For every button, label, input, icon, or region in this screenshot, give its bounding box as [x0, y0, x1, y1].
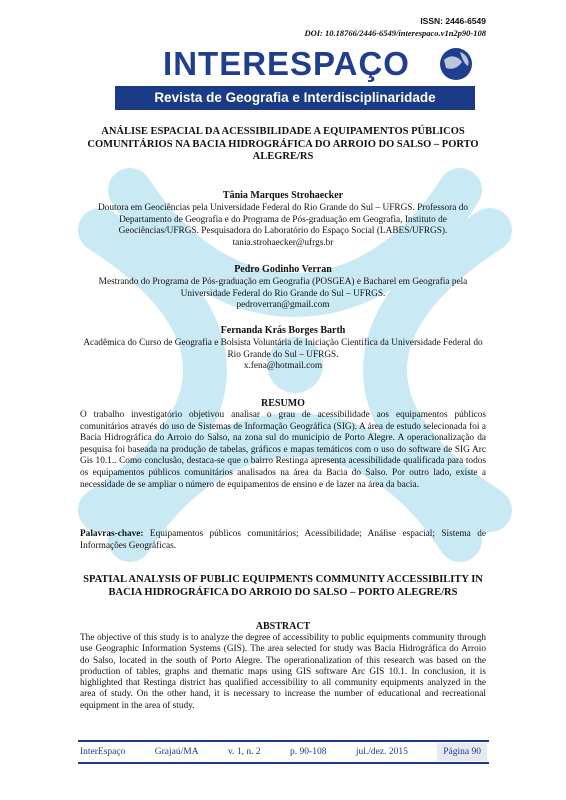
keywords-pt [80, 529, 486, 552]
article-title-en: SPATIAL ANALYSIS OF PUBLIC EQUIPMENTS COMMUNITY ACCESSIBILITY IN BACIA HIDROGRÁFICA DO ARROIO DO SALSO – PORTO ALEGRE/RS [83, 574, 483, 598]
article-title-pt: ANÁLISE ESPACIAL DA ACESSIBILIDADE A EQUIPAMENTOS PÚBLICOS COMUNITÁRIOS NA BACIA HIDROGRÁFICA DO ARROIO DO SALSO – PORTO ALEGRE/RS [87, 126, 479, 162]
journal-banner: Revista de Geografia e Interdisciplinaridade [115, 86, 475, 110]
author-block [80, 264, 486, 312]
author-name: Tânia Marques Strohaecker [222, 190, 344, 201]
author-email[interactable]: tania.strohaecker@ufrgs.br [232, 238, 334, 249]
footer-volume: v. 1, n. 2 [227, 747, 261, 757]
issn: ISSN: 2446-6549 [420, 16, 486, 26]
doi-link[interactable]: DOI: 10.18766/2446-6549/interespaco.v1n2p90-108 [304, 28, 486, 38]
author-block [80, 190, 486, 250]
keywords-text: Equipamentos públicos comunitários; Acessibilidade; Análise espacial; Sistema de Informações Geográficas. [80, 529, 486, 551]
page-footer [78, 740, 489, 764]
resumo-body: O trabalho investigatório objetivou analisar o grau de acessibilidade aos equipamentos públicos comunitários através do uso de Sistemas de Informação Geográfica (SIG). A área de estudo selecionada foi a Bacia Hidrográfica do Arroio do Salso, na zona sul do município de Porto Alegre. A operacionalização da pesquisa foi baseada na produção de tabelas, gráficos e mapas temáticos com o uso do software de SIG Arc Gis 10.1.. Como conclusão, destaca-se que o bairro Restinga apresenta acessibilidade qualificada para todos os equipamentos públicos comunitários analisados na área da Bacia do Salso. Por outro lado, existe a necessidade de se ampliar o número de equipamentos de ensino e de lazer na área da bacia. [80, 410, 486, 490]
footer-place: Grajaú/MA [154, 747, 199, 757]
footer-date: jul./dez. 2015 [355, 747, 408, 757]
author-affiliation: Doutora em Geociências pela Universidade Federal do Rio Grande do Sul – UFRGS. Professora do Departamento de Geografia e do Programa de Pós-graduação em Geografia, Instituto de Geociências/UFRGS. Pesquisadora do Laboratório do Espaço Social (LABES/UFRGS). [98, 202, 468, 237]
logo-text: INTERESPAÇO [163, 45, 410, 82]
keywords-label: Palavras-chave: [80, 529, 144, 539]
journal-logo [114, 44, 474, 84]
abstract-body: The objective of this study is to analyze the degree of accessibility to public equipments community through use Geographic Information Systems (GIS). The area selected for study was Bacia Hidrográfica do Arroio do Salso, located in the south of Porto Alegre. The operationalization of this research was based on the production of tables, graphs and thematic maps using GIS software Arc GIS 10.1. In conclusion, it is highlighted that Restinga district has qualified accessibility to all community equipments analyzed in the area of study. On the other hand, it is necessary to increase the number of educational and recreational equipment in the area of study. [80, 633, 486, 711]
author-name: Pedro Godinho Verran [234, 264, 332, 275]
author-affiliation: Acadêmica do Curso de Geografia e Bolsista Voluntária de Iniciação Científica da Universidade Federal do Rio Grande do Sul – UFRGS. [83, 337, 483, 360]
footer-journal: InterEspaço [80, 747, 126, 757]
author-name: Fernanda Krás Borges Barth [220, 325, 346, 336]
abstract-heading: ABSTRACT [255, 621, 311, 632]
globe-icon [438, 46, 474, 82]
footer-pages: p. 90-108 [290, 747, 327, 757]
author-email[interactable]: x.fena@hotmail.com [243, 361, 323, 372]
author-affiliation: Mestrando do Programa de Pós-graduação em Geografia (POSGEA) e Bacharel em Geografia pela Universidade Federal do Rio Grande do Sul – UFRGS. [98, 276, 468, 299]
author-block [80, 325, 486, 373]
footer-page-number: Página 90 [437, 743, 487, 761]
author-email[interactable]: pedroverran@gmail.com [236, 300, 330, 311]
resumo-heading: RESUMO [261, 398, 305, 409]
